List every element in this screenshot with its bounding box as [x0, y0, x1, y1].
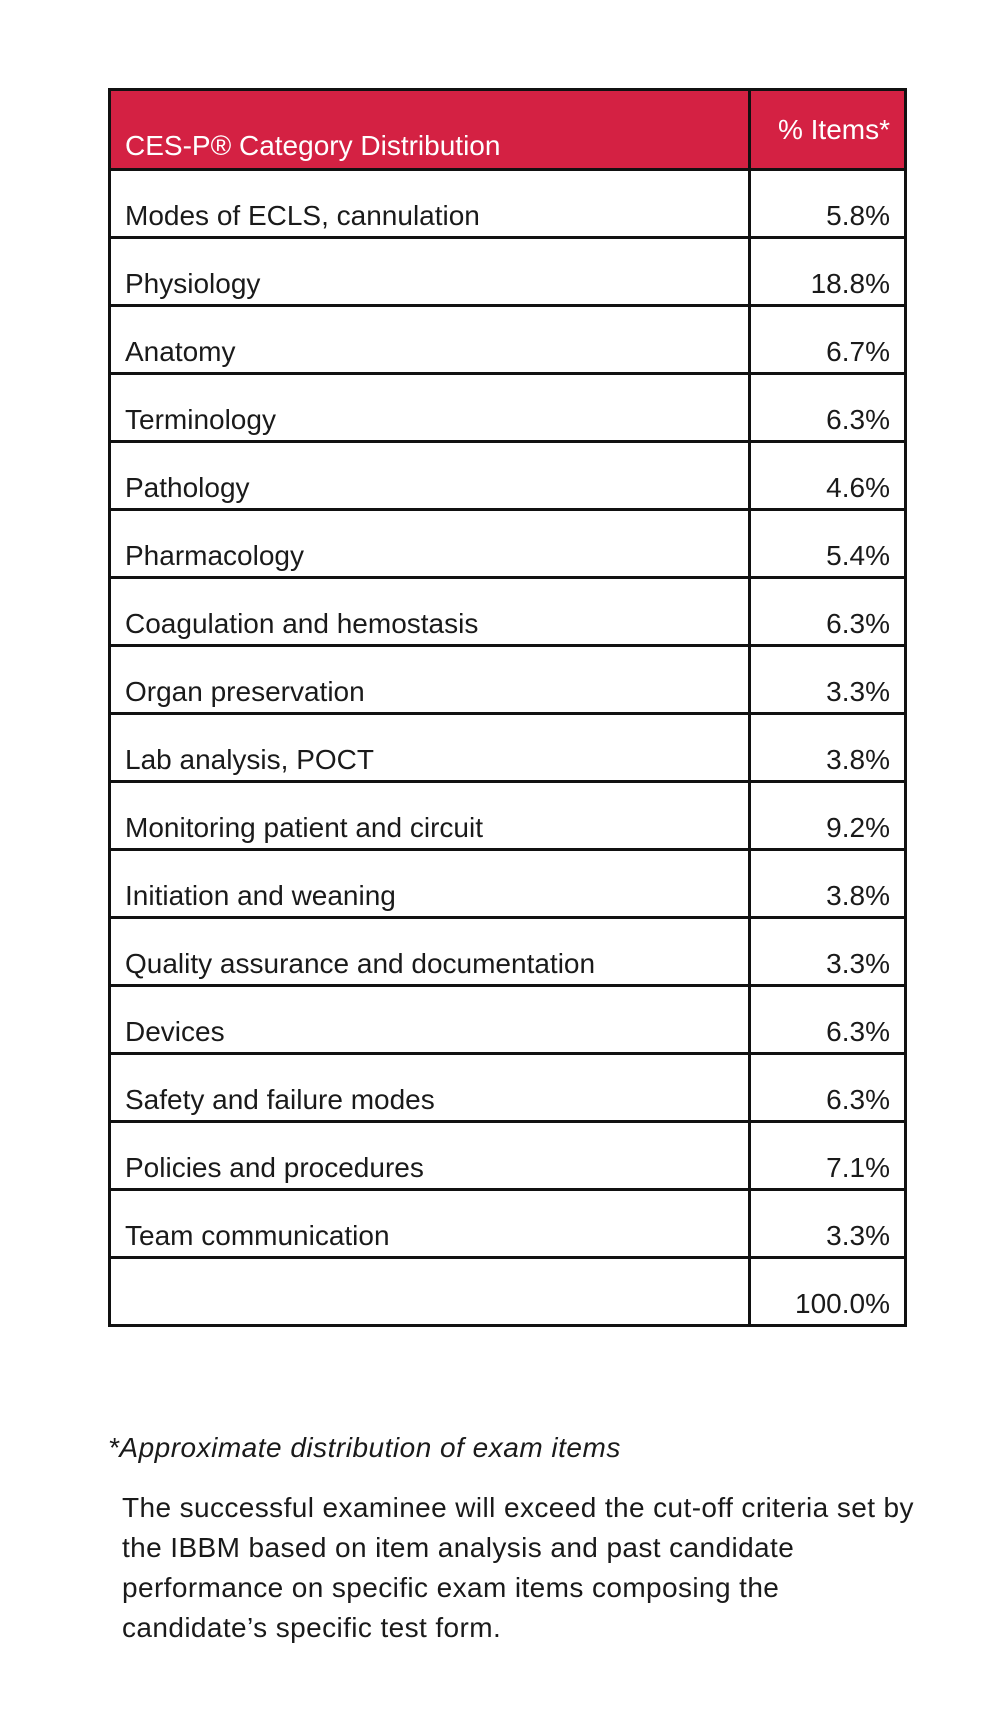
category-cell: Pharmacology — [110, 510, 750, 578]
category-cell: Pathology — [110, 442, 750, 510]
table-row — [110, 578, 906, 646]
percent-cell: 4.6% — [750, 442, 906, 510]
table-row — [110, 714, 906, 782]
footnote: *Approximate distribution of exam items — [108, 1432, 621, 1463]
percent-cell: 6.7% — [750, 306, 906, 374]
percent-cell: 3.3% — [750, 646, 906, 714]
table-row — [110, 510, 906, 578]
table-row — [110, 646, 906, 714]
table-header-row — [110, 90, 906, 170]
percent-cell: 100.0% — [750, 1258, 906, 1326]
percent-cell: 5.8% — [750, 170, 906, 238]
percent-cell: 3.8% — [750, 714, 906, 782]
examinee-note: The successful examinee will exceed the cut-off criteria set by the IBBM based on item analysis and past candidate performance on specific exam items composing the candidate’s specific test form. — [122, 1492, 914, 1643]
percent-cell: 6.3% — [750, 374, 906, 442]
table-row — [110, 170, 906, 238]
category-cell: Policies and procedures — [110, 1122, 750, 1190]
table-row — [110, 238, 906, 306]
percent-cell: 5.4% — [750, 510, 906, 578]
percent-cell: 6.3% — [750, 986, 906, 1054]
category-cell: Quality assurance and documentation — [110, 918, 750, 986]
category-distribution-table — [108, 88, 907, 1327]
table-row — [110, 1190, 906, 1258]
percent-cell: 9.2% — [750, 782, 906, 850]
percent-cell: 3.3% — [750, 918, 906, 986]
percent-cell: 7.1% — [750, 1122, 906, 1190]
category-cell: Monitoring patient and circuit — [110, 782, 750, 850]
category-cell: Initiation and weaning — [110, 850, 750, 918]
table-row — [110, 782, 906, 850]
percent-cell: 3.8% — [750, 850, 906, 918]
category-cell: Lab analysis, POCT — [110, 714, 750, 782]
table-row — [110, 442, 906, 510]
category-cell: Terminology — [110, 374, 750, 442]
percent-cell: 6.3% — [750, 578, 906, 646]
table-row — [110, 306, 906, 374]
total-row — [110, 1258, 906, 1326]
table-row — [110, 918, 906, 986]
table-row — [110, 374, 906, 442]
category-cell: Modes of ECLS, cannulation — [110, 170, 750, 238]
category-cell: Devices — [110, 986, 750, 1054]
percent-cell: 3.3% — [750, 1190, 906, 1258]
category-cell: Organ preservation — [110, 646, 750, 714]
table-body — [110, 170, 906, 1326]
category-cell: Coagulation and hemostasis — [110, 578, 750, 646]
table-row — [110, 986, 906, 1054]
category-cell: Anatomy — [110, 306, 750, 374]
category-cell: Team communication — [110, 1190, 750, 1258]
percent-cell: 6.3% — [750, 1054, 906, 1122]
items-column-header: % Items* — [750, 90, 906, 170]
table-row — [110, 1122, 906, 1190]
table-row — [110, 850, 906, 918]
category-cell — [110, 1258, 750, 1326]
category-column-header: CES-P® Category Distribution — [110, 90, 750, 170]
table-row — [110, 1054, 906, 1122]
category-cell: Physiology — [110, 238, 750, 306]
category-cell: Safety and failure modes — [110, 1054, 750, 1122]
percent-cell: 18.8% — [750, 238, 906, 306]
